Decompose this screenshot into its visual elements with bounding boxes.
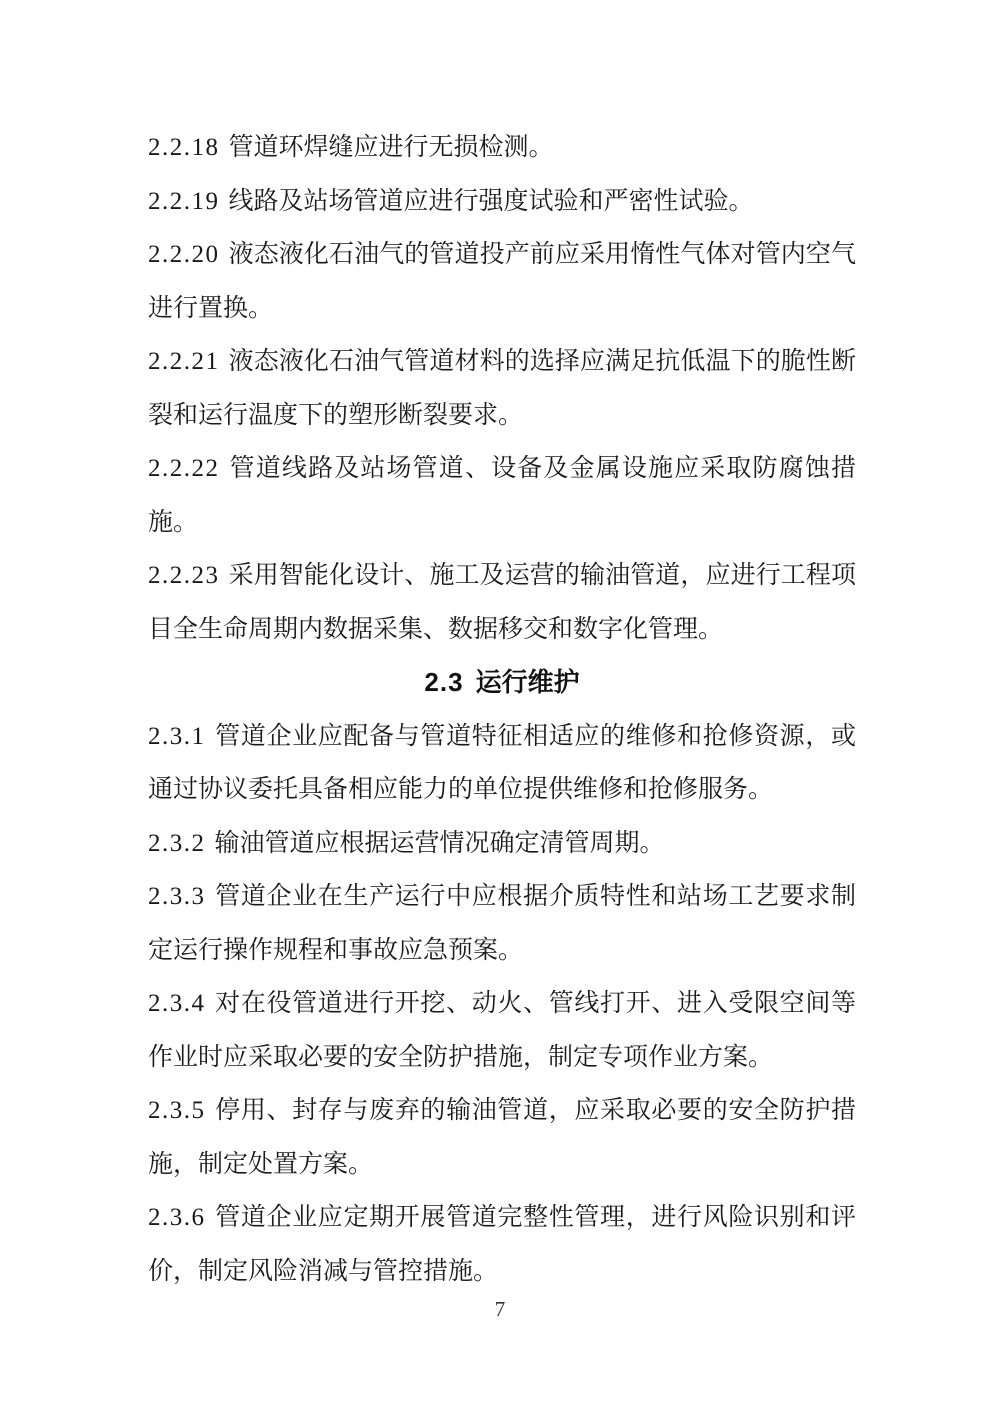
clause-number: 2.3.5	[148, 1097, 206, 1124]
clause-number: 2.3.1	[148, 722, 206, 750]
clause-number: 2.2.19	[148, 187, 220, 215]
clause-text: 停用、封存与废弃的输油管道，应采取必要的安全防护措施，制定处置方案。	[148, 1097, 856, 1178]
clause-text: 液态液化石油气管道材料的选择应满足抗低温下的脆性断裂和运行温度下的塑形断裂要求。	[148, 348, 856, 429]
clause-text: 采用智能化设计、施工及运营的输油管道，应进行工程项目全生命周期内数据采集、数据移交和数字化管理。	[148, 562, 856, 643]
clause-text: 管道企业应配备与管道特征相适应的维修和抢修资源，或通过协议委托具备相应能力的单位提供维修和抢修服务。	[148, 722, 856, 803]
clause-text: 输油管道应根据运营情况确定清管周期。	[214, 829, 665, 857]
clause-2-3-4	[148, 977, 856, 1084]
clause-number: 2.3.3	[148, 883, 206, 910]
clause-text: 管道企业在生产运行中应根据介质特性和站场工艺要求制定运行操作规程和事故应急预案。	[148, 883, 856, 964]
clause-number: 2.3.4	[148, 990, 206, 1017]
clause-number: 2.2.22	[148, 455, 220, 482]
section-heading-number: 2.3	[424, 667, 464, 697]
clause-2-3-6	[148, 1191, 856, 1298]
clause-2-3-3	[148, 870, 856, 977]
section-heading-title: 运行维护	[475, 667, 580, 697]
clause-text: 管道线路及站场管道、设备及金属设施应采取防腐蚀措施。	[148, 455, 856, 536]
clause-text: 线路及站场管道应进行强度试验和严密性试验。	[228, 187, 754, 215]
clause-2-2-21	[148, 335, 856, 442]
clause-number: 2.2.23	[148, 562, 220, 589]
clause-2-2-20	[148, 228, 856, 335]
section-heading-2-3	[148, 656, 856, 710]
page-footer	[0, 1297, 1000, 1322]
clause-number: 2.2.21	[148, 348, 220, 375]
document-body	[148, 121, 856, 1298]
clause-2-2-19	[148, 175, 856, 229]
clause-number: 2.3.6	[148, 1204, 206, 1231]
clause-text: 管道企业应定期开展管道完整性管理，进行风险识别和评价，制定风险消减与管控措施。	[148, 1204, 856, 1285]
clause-number: 2.2.18	[148, 134, 220, 161]
clause-2-3-2	[148, 817, 856, 871]
clause-2-3-5	[148, 1084, 856, 1191]
clause-2-2-22	[148, 442, 856, 549]
clause-number: 2.3.2	[148, 829, 206, 857]
clause-text: 管道环焊缝应进行无损检测。	[228, 134, 554, 161]
clause-2-2-18	[148, 121, 856, 175]
clause-text: 对在役管道进行开挖、动火、管线打开、进入受限空间等作业时应采取必要的安全防护措施，制定专项作业方案。	[148, 990, 856, 1071]
clause-text: 液态液化石油气的管道投产前应采用惰性气体对管内空气进行置换。	[148, 241, 856, 322]
page-number: 7	[494, 1297, 506, 1321]
clause-2-3-1	[148, 710, 856, 817]
clause-number: 2.2.20	[148, 241, 220, 268]
clause-2-2-23	[148, 549, 856, 656]
